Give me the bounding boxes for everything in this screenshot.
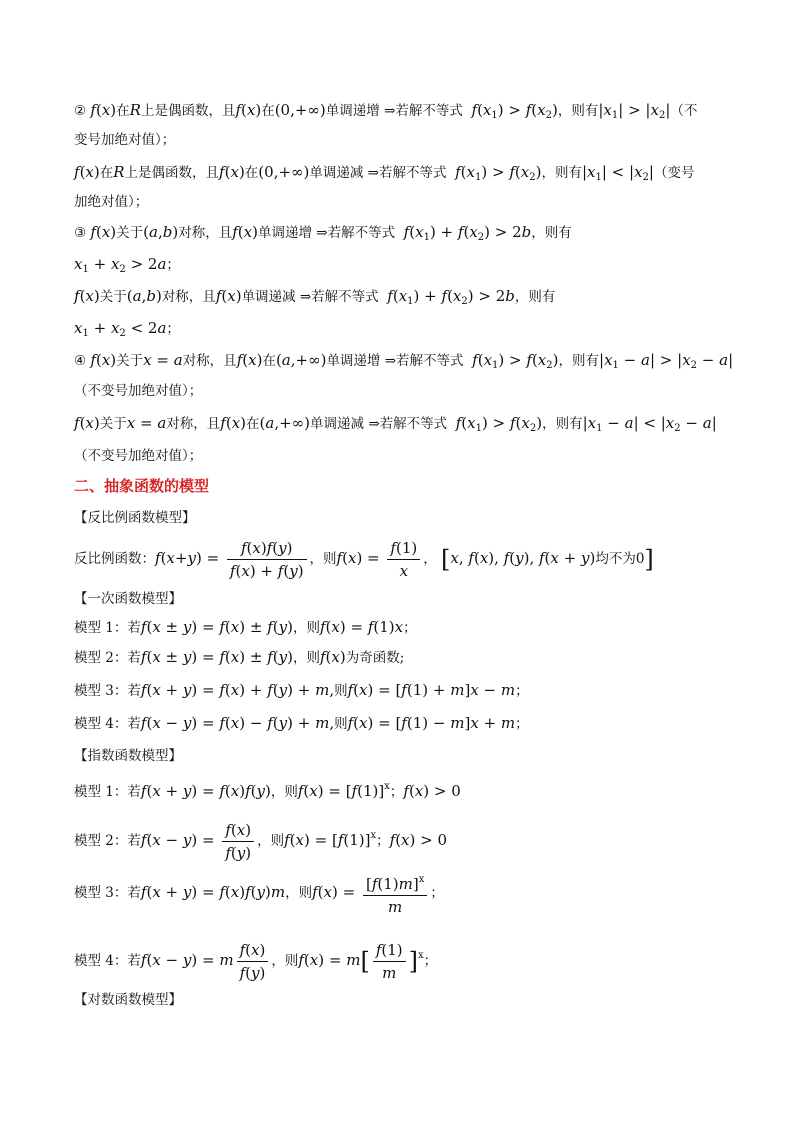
- linear-model-2: 模型 2：若f(x ± y) = f(x) ± f(y)，则f(x)为奇函数;: [74, 648, 405, 666]
- symmetric-point-decreasing-line: f(x)关于(a,b)对称，且f(x)单调递减 ⇒若解不等式 $f(x_1) + f(x_2) > 2b$，则有: [74, 287, 556, 307]
- even-decreasing-line: f(x)在R上是偶函数，且f(x)在(0,+∞)单调递减 ⇒若解不等式 $f(x_1) > f(x_2)$，则有$|x_1| < |x_2|$（变号: [74, 163, 695, 183]
- exp-model-3: 模型 3：若f(x + y) = f(x)f(y)m，则f(x) = $\frac{[f(1)m]^x}{m}$ ；: [74, 868, 444, 917]
- exp-model-title: 【指数函数模型】: [74, 748, 182, 764]
- circled-three: ③: [74, 225, 87, 241]
- inverse-model-title: 【反比例函数模型】: [74, 510, 196, 526]
- exp-model-2: 模型 2：若f(x − y) = $\frac{f(x)}{f(y)}$ ，则$f(x) = [f(1)]^x$；f(x) > 0: [74, 821, 448, 862]
- circled-two: ②: [74, 103, 87, 119]
- exp-model-4: 模型 4：若f(x − y) = m $\frac{f(x)}{f(y)}$ ，则f(x) = m[ $\frac{f(1)}{m}$ ]$^x$；: [74, 941, 438, 982]
- even-increasing-line: ② f(x)在R上是偶函数，且f(x)在(0,+∞)单调递增 ⇒若解不等式 $f(x_1) > f(x_2)$，则有$|x_1| > |x_2|$（不: [74, 101, 698, 121]
- symmetric-axis-decreasing-note: （不变号加绝对值）；: [74, 448, 203, 464]
- linear-model-1: 模型 1：若f(x ± y) = f(x) ± f(y)，则f(x) = f(1)x；: [74, 618, 417, 636]
- log-model-title: 【对数函数模型】: [74, 992, 182, 1008]
- linear-model-title: 【一次函数模型】: [74, 591, 182, 607]
- symmetric-axis-increasing-line: ④ f(x)关于x = a对称，且f(x)在(a,+∞)单调递增 ⇒若解不等式 $f(x_1) > f(x_2)$，则有$|x_1 - a| > |x_2 - a|$: [74, 351, 734, 371]
- circled-four: ④: [74, 353, 87, 369]
- symmetric-axis-decreasing-line: f(x)关于x = a对称，且f(x)在(a,+∞)单调递减 ⇒若解不等式 $f(x_1) > f(x_2)$，则有$|x_1 - a| < |x_2 - a|$: [74, 414, 717, 434]
- symmetric-point-increasing-line: ③ f(x)关于(a,b)对称，且f(x)单调递增 ⇒若解不等式 $f(x_1) + f(x_2) > 2b$，则有: [74, 223, 572, 243]
- inverse-model-formula: 反比例函数：f(x+y) = $\frac{f(x)f(y)}{f(x) + f(y)}$ ，则f(x) = $\frac{f(1)}{x}$ ， [x, f(x), f(y), f(x + y)均不为0]: [74, 539, 654, 580]
- even-increasing-line-cont: 变号加绝对值）；: [74, 132, 176, 148]
- section-heading: 二、抽象函数的模型: [74, 477, 210, 495]
- even-decreasing-line-cont: 加绝对值）；: [74, 194, 149, 210]
- exp-model-1: 模型 1：若f(x + y) = f(x)f(y)，则$f(x) = [f(1)]^x$；f(x) > 0: [74, 781, 461, 800]
- symmetric-point-decreasing-result: $x_1 + x_2 < 2a$；: [74, 319, 180, 339]
- linear-model-4: 模型 4：若f(x − y) = f(x) − f(y) + m,则f(x) = [f(1) − m]x + m；: [74, 714, 529, 732]
- symmetric-axis-increasing-note: （不变号加绝对值）；: [74, 383, 203, 399]
- symmetric-point-increasing-result: $x_1 + x_2 > 2a$；: [74, 255, 180, 275]
- linear-model-3: 模型 3：若f(x + y) = f(x) + f(y) + m,则f(x) = [f(1) + m]x − m；: [74, 681, 529, 699]
